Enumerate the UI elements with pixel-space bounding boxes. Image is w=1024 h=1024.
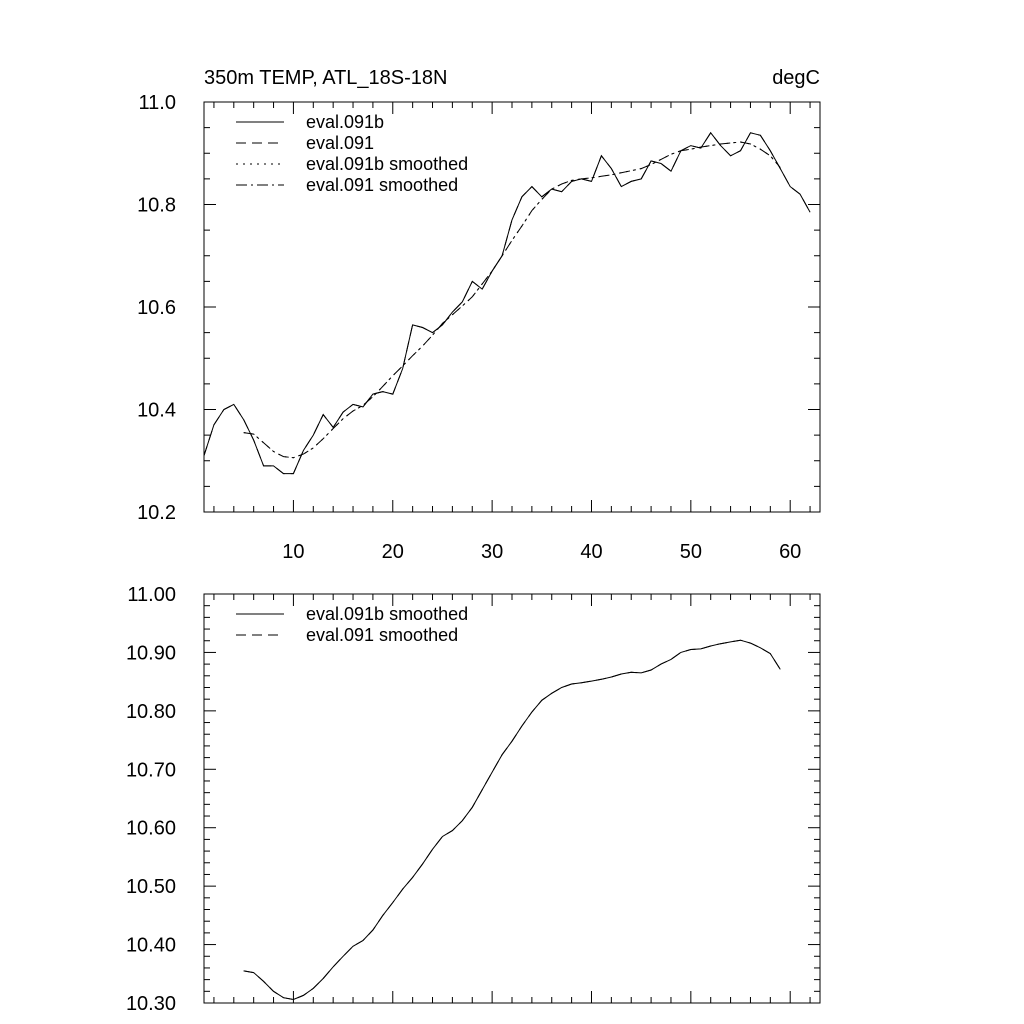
plot-frame [204, 594, 820, 1003]
top-panel [137, 67, 820, 563]
x-tick-label: 60 [779, 541, 802, 563]
series-line-1 [244, 640, 781, 999]
legend-label: eval.091 smoothed [306, 175, 459, 195]
series-line-1 [204, 133, 810, 474]
y-tick-label: 10.40 [125, 934, 176, 957]
y-tick-label: 10.60 [125, 817, 176, 840]
y-tick-label: 11.00 [127, 584, 176, 606]
y-tick-label: 10.30 [125, 993, 176, 1015]
units-label: degC [772, 67, 820, 89]
y-tick-label: 10.90 [125, 642, 176, 665]
legend-label: eval.091 smoothed [306, 625, 459, 645]
y-tick-label: 10.50 [125, 876, 176, 899]
x-tick-label: 40 [580, 541, 603, 563]
y-tick-label: 10.4 [137, 399, 176, 422]
plot-frame [204, 102, 820, 512]
legend-label: eval.091b smoothed [306, 604, 469, 624]
chart-title: 350m TEMP, ATL_18S-18N [204, 67, 448, 89]
series-line-0 [204, 133, 810, 474]
y-tick-label: 10.6 [137, 297, 176, 319]
y-tick-label: 10.2 [137, 502, 176, 524]
x-tick-label: 50 [679, 541, 702, 563]
legend-label: eval.091b [306, 112, 385, 132]
y-tick-label: 10.80 [125, 700, 176, 723]
x-tick-label: 10 [282, 541, 305, 563]
y-tick-label: 10.70 [125, 759, 176, 782]
x-tick-label: 20 [381, 541, 404, 563]
legend-label: eval.091b smoothed [306, 154, 469, 174]
y-tick-label: 10.8 [137, 194, 176, 217]
x-tick-label: 30 [481, 541, 504, 563]
bottom-panel [126, 584, 820, 1015]
series-line-0 [244, 640, 781, 999]
legend-label: eval.091 [306, 133, 375, 153]
y-tick-label: 11.0 [138, 92, 176, 114]
